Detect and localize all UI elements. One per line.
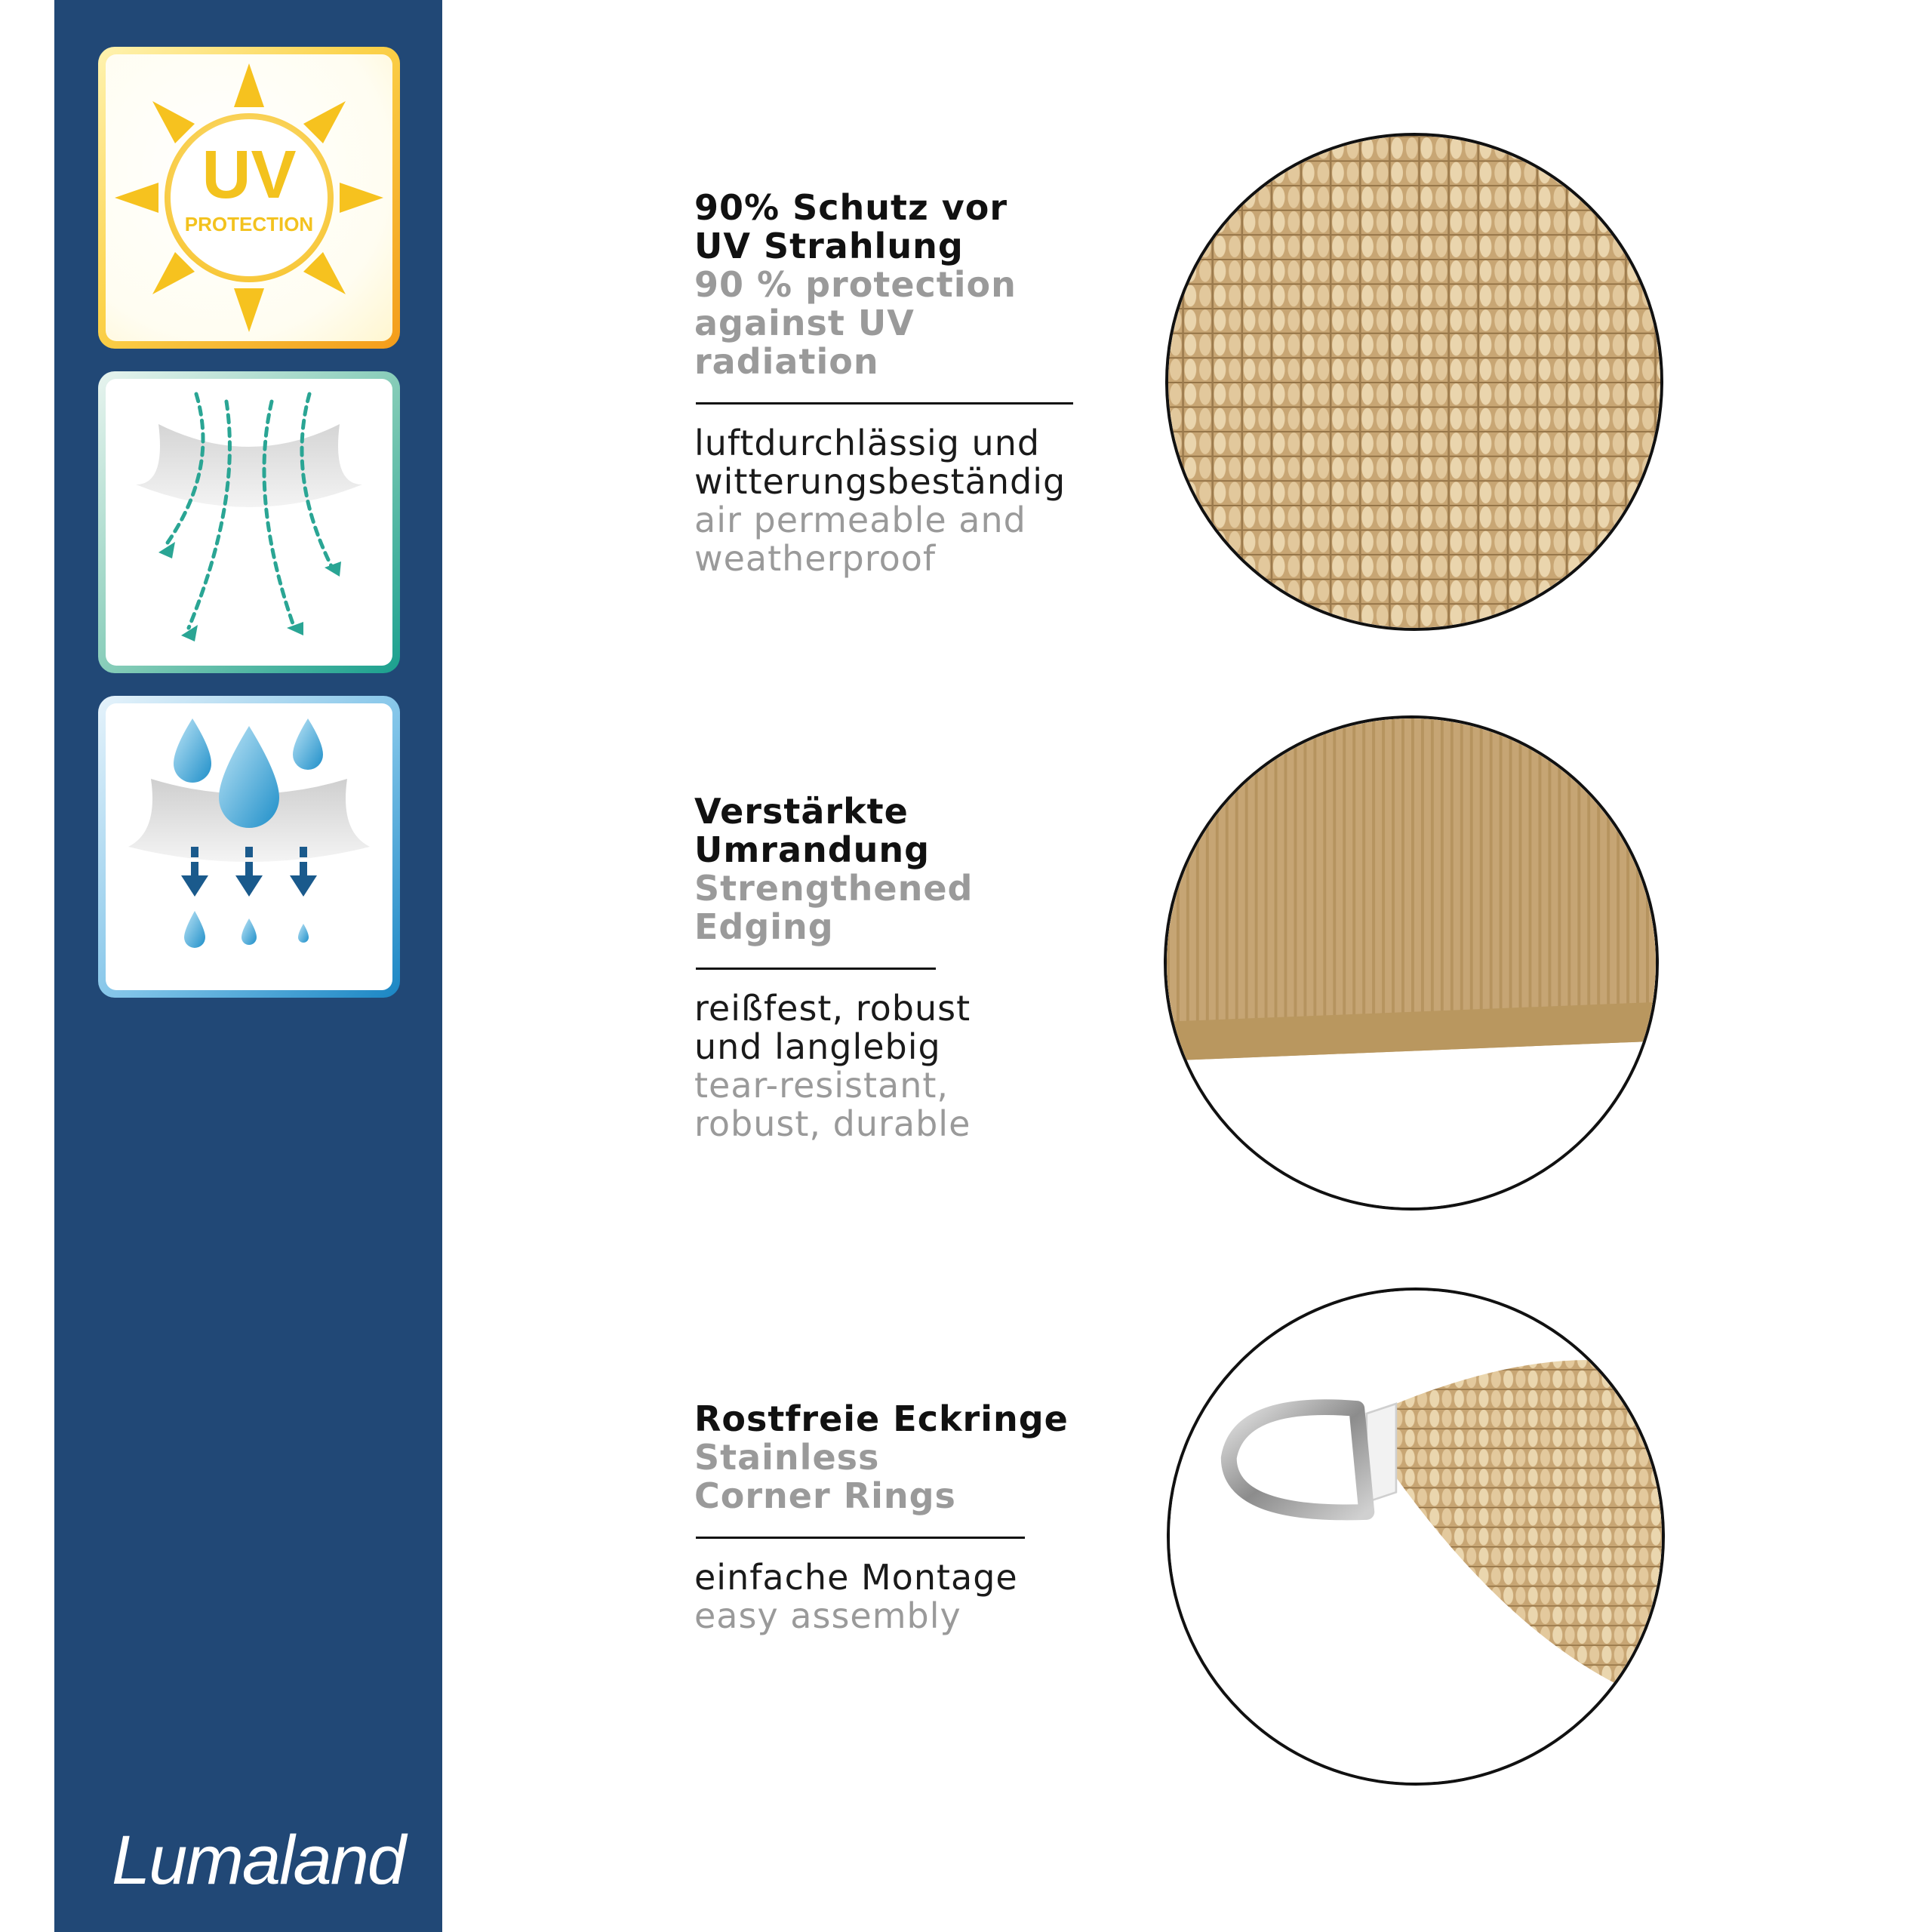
- feature-title-en: 90 % protection against UV radiation: [694, 264, 1017, 382]
- sun-icon: [106, 54, 392, 341]
- water-permeable-badge: [98, 696, 400, 998]
- feature-title-de: Rostfreie Eckringe: [694, 1398, 1069, 1439]
- uv-text: UV: [202, 137, 297, 213]
- feature-uv-protection: [694, 189, 1087, 578]
- corner-ring-image: [1167, 1287, 1665, 1786]
- feature-title-en: Stainless Corner Rings: [694, 1437, 956, 1516]
- protection-text: PROTECTION: [184, 213, 314, 235]
- divider: [696, 1537, 1025, 1539]
- airflow-icon: [106, 379, 392, 666]
- feature-title-de: Verstärkte Umrandung: [694, 791, 931, 870]
- fabric-texture-image: [1165, 133, 1663, 631]
- reinforced-edge-image: [1164, 715, 1659, 1211]
- divider: [696, 968, 936, 970]
- feature-desc-de: reißfest, robust und langlebig: [694, 988, 971, 1067]
- feature-strengthened-edging: [694, 792, 1087, 1143]
- feature-title-en: Strengthened Edging: [694, 868, 974, 947]
- air-permeable-badge: [98, 371, 400, 673]
- feature-desc-de: einfache Montage: [694, 1557, 1018, 1598]
- water-drops-icon: [106, 703, 392, 990]
- uv-protection-badge: [98, 47, 400, 349]
- feature-desc-en: easy assembly: [694, 1595, 961, 1636]
- feature-desc-en: air permeable and weatherproof: [694, 500, 1026, 579]
- feature-desc-en: tear-resistant, robust, durable: [694, 1065, 971, 1144]
- feature-corner-rings: [694, 1400, 1087, 1635]
- brand-logo: Lumaland: [111, 1822, 405, 1899]
- feature-desc-de: luftdurchlässig und witterungsbeständig: [694, 423, 1066, 502]
- divider: [696, 402, 1073, 405]
- sidebar: [54, 0, 442, 1932]
- feature-title-de: 90% Schutz vor UV Strahlung: [694, 187, 1008, 266]
